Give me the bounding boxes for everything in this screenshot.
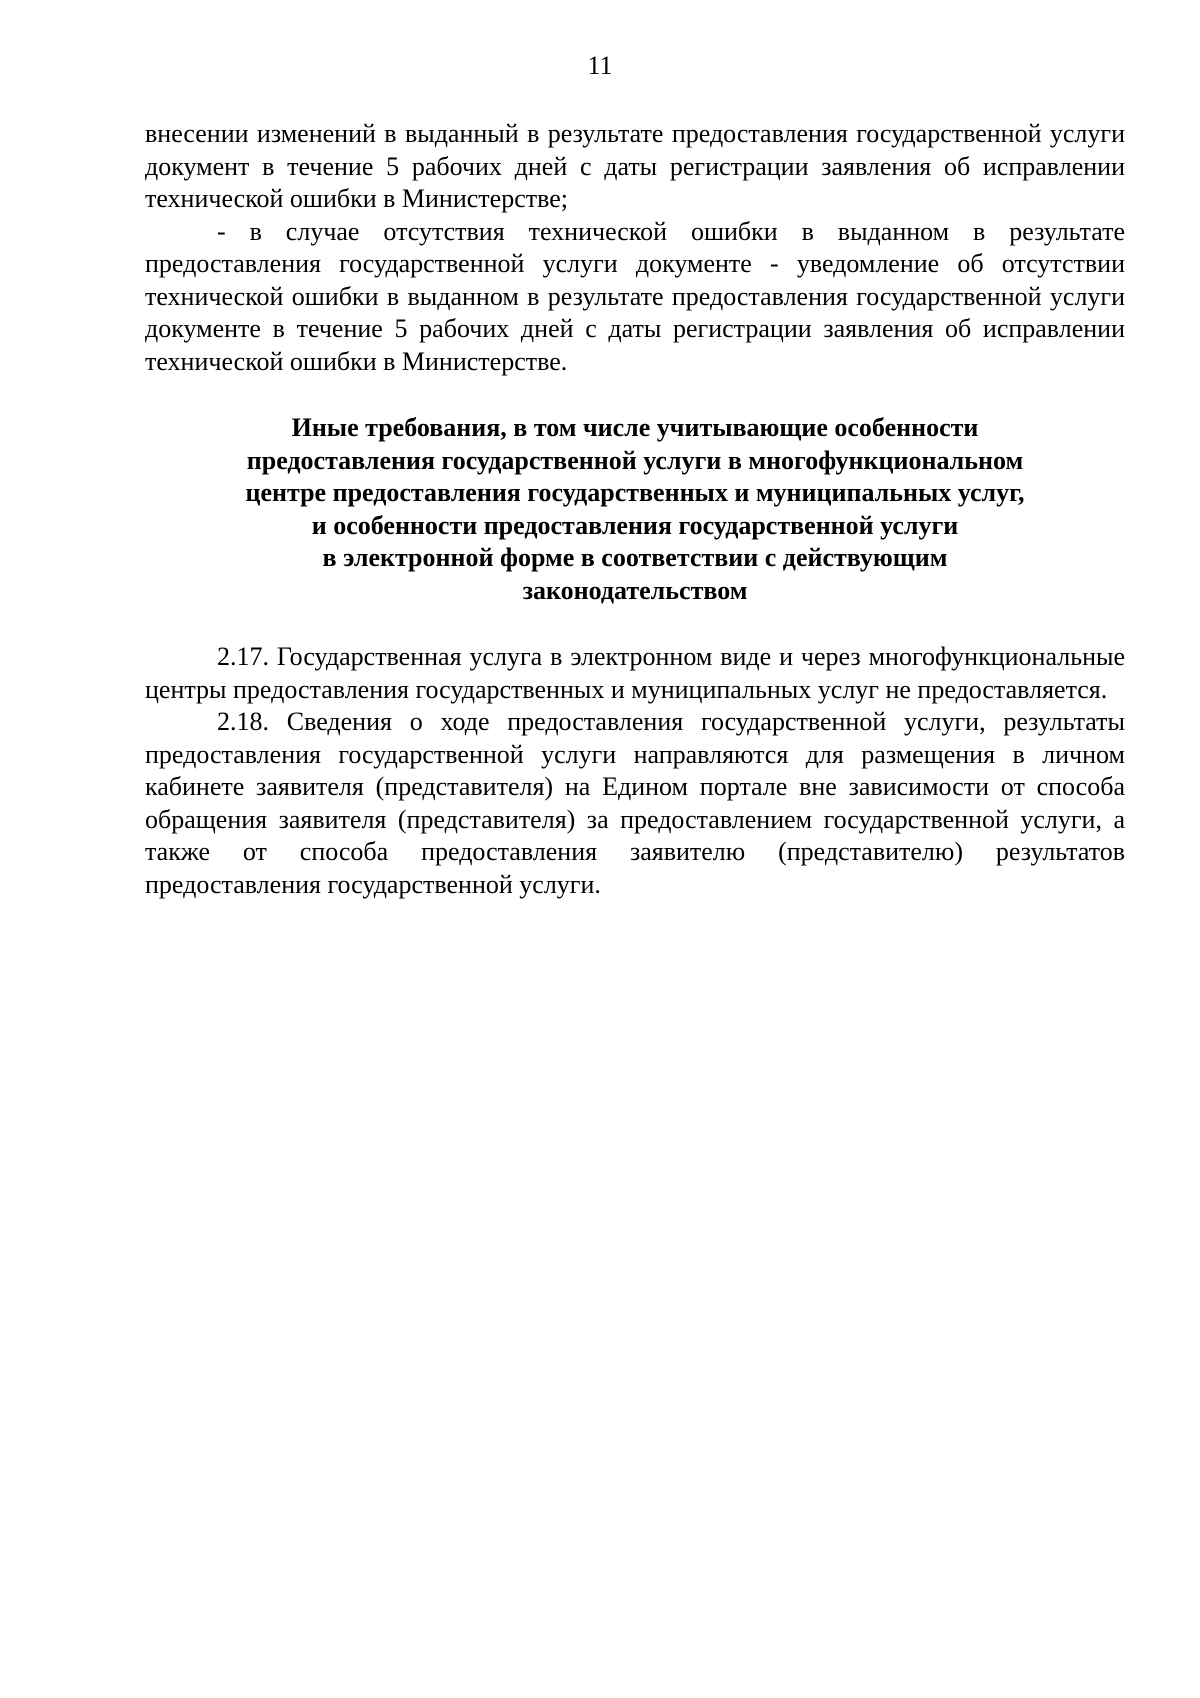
paragraph-2-17: 2.17. Государственная услуга в электронном виде и через многофункциональные центры предоставления государственных и муниципальных услуг не предоставляется. [145, 642, 1125, 704]
paragraph-no-error-case: - в случае отсутствия технической ошибки в выданном в результате предоставления государственной услуги документе - уведомление об отсутствии технической ошибки в выданном в результате предоставления государственной услуги документе в течение 5 рабочих дней с даты регистрации заявления об исправлении технической ошибки в Министерстве. [145, 216, 1125, 376]
paragraph-continuation: внесении изменений в выданный в результате предоставления государственной услуги документ в течение 5 рабочих дней с даты регистрации заявления об исправлении технической ошибки в Министерстве; [145, 119, 1125, 213]
paragraph-2-18: 2.18. Сведения о ходе предоставления государственной услуги, результаты предоставления государственной услуги направляются для размещения в личном кабинете заявителя (представителя) на Едином портале вне зависимости от способа обращения заявителя (представителя) за предоставлением государственной услуги, а также от способа предоставления заявителю (представителю) результатов предоставления государственной услуги. [145, 707, 1125, 899]
heading-line: и особенности предоставления государственной услуги [311, 510, 959, 540]
heading-line: законодательством [522, 575, 748, 605]
heading-line: Иные требования, в том числе учитывающие особенности [291, 413, 979, 442]
heading-line: предоставления государственной услуги в многофункциональном [246, 445, 1024, 475]
page-number: 11 [587, 51, 613, 80]
heading-line: в электронной форме в соответствии с действующим [322, 543, 948, 572]
text-block-top [145, 118, 1125, 378]
heading-line: центре предоставления государственных и муниципальных услуг, [245, 478, 1025, 507]
text-block-bottom [145, 641, 1125, 901]
section-heading [145, 412, 1125, 607]
